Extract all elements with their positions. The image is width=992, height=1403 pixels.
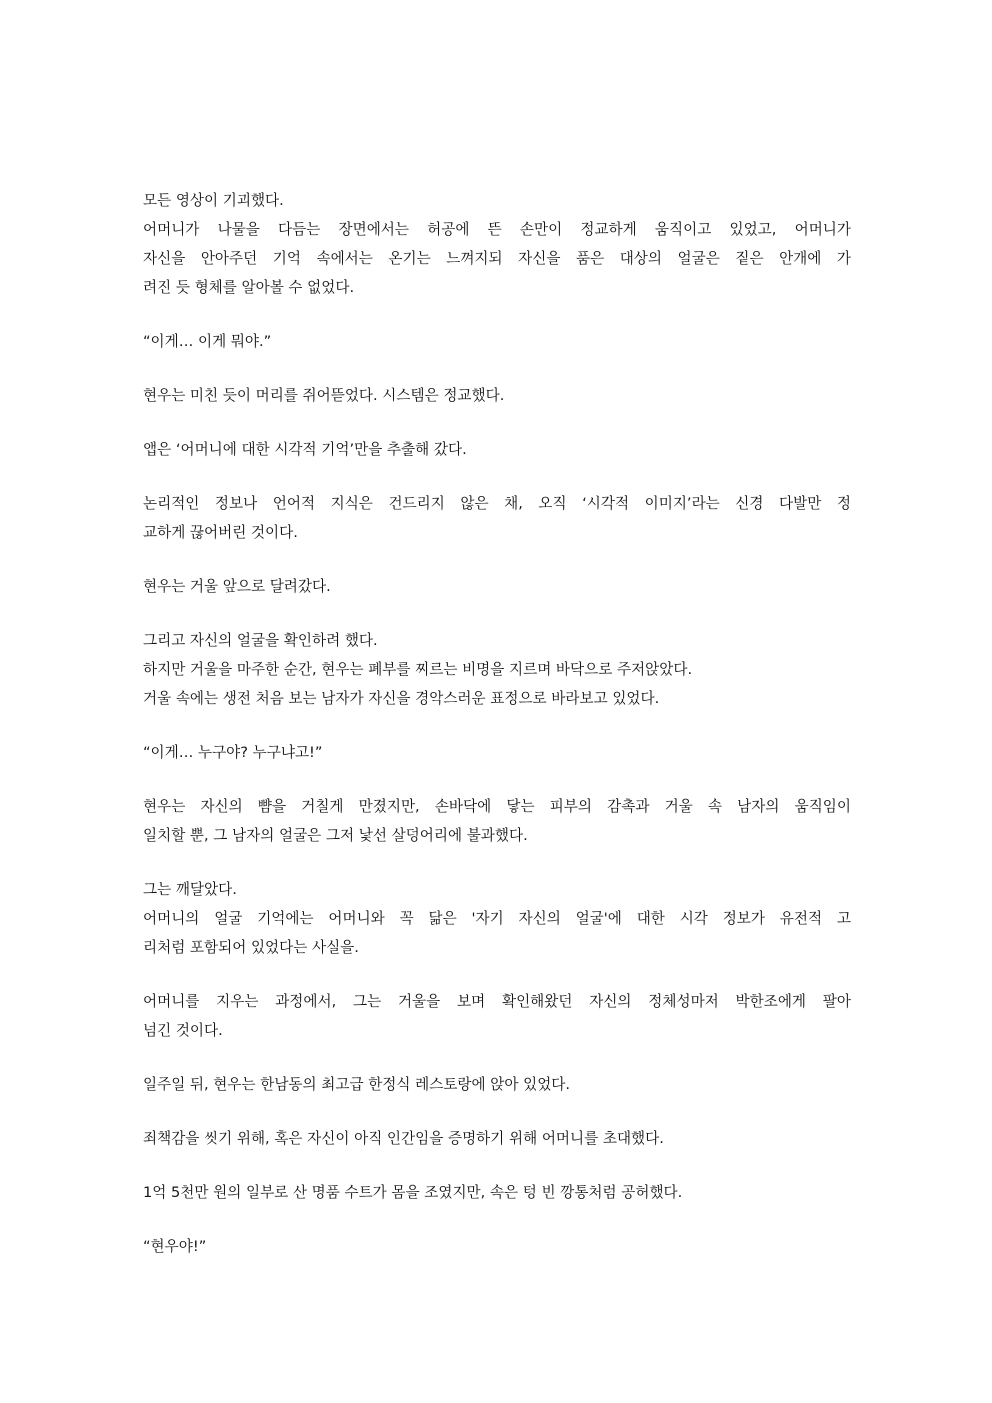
text-line: 려진 듯 형체를 알아볼 수 없었다. <box>143 279 355 296</box>
text-line: 죄책감을 씻기 위해, 혹은 자신이 아직 인간임을 증명하기 위해 어머니를 초대했다. <box>143 1130 664 1147</box>
text-line: 일치할 뿐, 그 남자의 얼굴은 그저 낯선 살덩어리에 불과했다. <box>143 827 528 844</box>
text-line: 넘긴 것이다. <box>143 1022 223 1039</box>
paragraph <box>143 572 851 601</box>
text-line: 자신을 안아주던 기억 속에서는 온기는 느껴지되 자신을 품은 대상의 얼굴은 짙은 안개에 가 <box>143 250 851 267</box>
paragraph <box>143 738 851 767</box>
text-line: 모든 영상이 기괴했다. <box>143 192 284 209</box>
text-line: 어머니의 얼굴 기억에는 어머니와 꼭 닮은 '자기 자신의 얼굴'에 대한 시각 정보가 유전적 고 <box>143 910 851 927</box>
paragraph <box>143 327 851 356</box>
text-line: 리처럼 포함되어 있었다는 사실을. <box>143 939 359 956</box>
text-line: 하지만 거울을 마주한 순간, 현우는 폐부를 찌르는 비명을 지르며 바닥으로 주저앉았다. <box>143 661 693 678</box>
paragraph <box>143 489 851 547</box>
text-line: 현우는 미친 듯이 머리를 쥐어뜯었다. 시스템은 정교했다. <box>143 387 505 404</box>
text-line: 교하게 끊어버린 것이다. <box>143 524 298 541</box>
text-line: 현우는 자신의 뺨을 거칠게 만졌지만, 손바닥에 닿는 피부의 감촉과 거울 속 남자의 움직임이 <box>143 798 851 815</box>
paragraph <box>143 626 851 713</box>
text-line: 어머니를 지우는 과정에서, 그는 거울을 보며 확인해왔던 자신의 정체성마저 박한조에게 팔아 <box>143 993 851 1010</box>
paragraph <box>143 186 851 302</box>
text-line: 1억 5천만 원의 일부로 산 명품 수트가 몸을 조였지만, 속은 텅 빈 깡통처럼 공허했다. <box>143 1184 683 1201</box>
paragraph <box>143 435 851 464</box>
paragraph <box>143 875 851 962</box>
text-line: 일주일 뒤, 현우는 한남동의 최고급 한정식 레스토랑에 앉아 있었다. <box>143 1076 571 1093</box>
paragraph <box>143 1232 851 1261</box>
text-line: 현우는 거울 앞으로 달려갔다. <box>143 578 331 595</box>
text-line: 논리적인 정보나 언어적 지식은 건드리지 않은 채, 오직 ‘시각적 이미지’라는 신경 다발만 정 <box>143 495 851 512</box>
text-line: 어머니가 나물을 다듬는 장면에서는 허공에 뜬 손만이 정교하게 움직이고 있었고, 어머니가 <box>143 221 851 238</box>
paragraph <box>143 1178 851 1207</box>
paragraph <box>143 792 851 850</box>
text-line: 앱은 ‘어머니에 대한 시각적 기억’만을 추출해 갔다. <box>143 441 467 458</box>
paragraph <box>143 1124 851 1153</box>
paragraph <box>143 987 851 1045</box>
text-line: 그는 깨달았다. <box>143 881 237 898</box>
text-line: 그리고 자신의 얼굴을 확인하려 했다. <box>143 632 378 649</box>
text-line: “이게… 누구야? 누구냐고!” <box>143 744 323 761</box>
text-line: 거울 속에는 생전 처음 보는 남자가 자신을 경악스러운 표정으로 바라보고 있었다. <box>143 690 660 707</box>
paragraph <box>143 1070 851 1099</box>
document-page <box>143 186 851 1286</box>
text-line: “현우야!” <box>143 1238 207 1255</box>
paragraph <box>143 381 851 410</box>
text-line: “이게… 이게 뭐야.” <box>143 333 272 350</box>
